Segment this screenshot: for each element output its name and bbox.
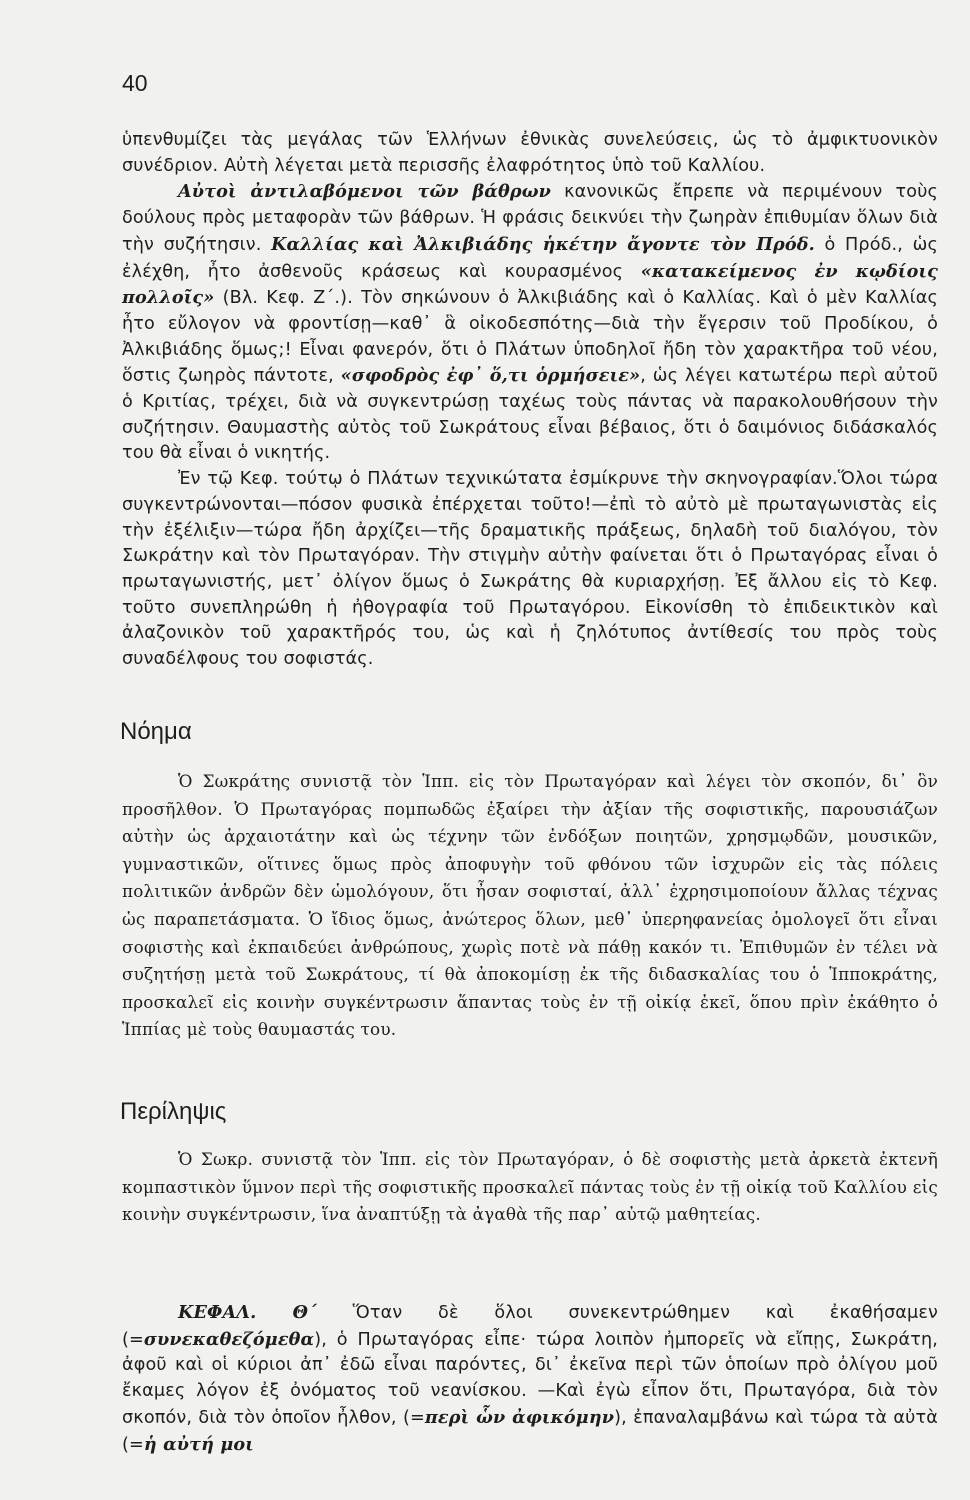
commentary-paragraph-1: ὑπενθυμίζει τὰς μεγάλας τῶν Ἑλλήνων ἐθνικὰς συνελεύσεις, ὡς τὸ ἀμφικτυονικὸν συνέδριον. Αὐτὴ λέγεται μετὰ περισσῆς ἐλαφρότητος ὑπὸ τοῦ Καλλίου. xyxy=(122,130,938,176)
quote-5: συνεκαθεζόμεθα xyxy=(143,1328,315,1350)
quote-7: ἡ αὐτή μοι xyxy=(143,1433,254,1455)
quote-3: «κατακείμενος ἐν κῳδίοις πολλοῖς» xyxy=(122,260,938,309)
quote-1: Αὐτοὶ ἀντιλαβόμενοι τῶν βάθρων xyxy=(178,181,551,203)
commentary-paragraph-2: Αὐτοὶ ἀντιλαβόμενοι τῶν βάθρων κανονικῶς ἔπρεπε νὰ περιμένουν τοὺς δούλους πρὸς μεταφορὰν τῶν βάθρων. Ἡ φράσις δεικνύει τὴν ζωηρὰν ἐπιθυμίαν ὅλων διὰ τὴν συζήτησιν. Καλλίας καὶ Ἀλκιβιάδης ἡκέτην ἄγοντε τὸν Πρόδ. ὁ Πρόδ., ὡς ἐλέχθη, ἦτο ἀσθενοῦς κράσεως καὶ κουρασμένος «κατακείμενος ἐν κῳδίοις πολλοῖς» (Βλ. Κεφ. Ζ΄.). Τὸν σηκώνουν ὁ Ἀλκιβιάδης καὶ ὁ Καλλίας. Καὶ ὁ μὲν Καλλίας ἦτο εὔλογον νὰ φροντίσῃ—καθ᾽ ἃ οἰκοδεσπότης—διὰ τὴν ἔγερσιν τοῦ Προδίκου, ὁ Ἀλκιβιάδης ὅμως;! Εἶναι φανερόν, ὅτι ὁ Πλάτων ὑποδηλοῖ ἤδη τὸν χαρακτῆρα τοῦ νέου, ὅστις ζωηρὸς πάντοτε, «σφοδρὸς ἐφ᾽ ὅ,τι ὁρμήσειε», ὡς λέγει κατωτέρω περὶ αὐτοῦ ὁ Κριτίας, τρέχει, διὰ νὰ συγκεντρώσῃ ταχέως τοὺς πάντας νὰ παρακολουθήσουν τὴν συζήτησιν. Θαυμαστὴς αὐτὸς τοῦ Σωκράτους εἶναι βέβαιος, ὅτι ὁ δαιμόνιος διδάσκαλός του θὰ εἶναι ὁ νικητής. xyxy=(122,181,939,464)
perilipsis-text: Ὁ Σωκρ. συνιστᾷ τὸν Ἱππ. εἰς τὸν Πρωταγόραν, ὁ δὲ σοφιστὴς μετὰ ἀρκετὰ ἐκτενῆ κομπαστικὸν ὕμνον περὶ τῆς σοφιστικῆς προσκαλεῖ πάντας τοὺς ἐν τῇ οἰκίᾳ τοῦ Καλλίου εἰς κοινὴν συγκέντρωσιν, ἵνα ἀναπτύξῃ τὰ ἀγαθὰ τῆς παρ᾽ αὐτῷ μαθητείας. xyxy=(122,1149,938,1225)
perilipsis-heading: Περίληψις xyxy=(120,1098,227,1125)
kefalaio-text: ΚΕΦΑΛ. Θ΄ Ὅταν δὲ ὅλοι συνεκεντρώθημεν καὶ ἐκαθήσαμεν (=συνεκαθεζόμεθα), ὁ Πρωταγόρας εἶπε· τώρα λοιπὸν ἠμπορεῖς νὰ εἴπῃς, Σωκράτη, ἀφοῦ καὶ οἱ κύριοι ἀπ᾽ ἐδῶ εἶναι παρόντες, δι᾽ ἐκεῖνα περὶ τῶν ὁποίων πρὸ ὀλίγου μοῦ ἔκαμες λόγον ἐξ ὀνόματος τοῦ νεανίσκου. —Καὶ ἐγὼ εἶπον ὅτι, Πρωταγόρα, διὰ τὸν σκοπόν, διὰ τὸν ὁποῖον ἦλθον, (=περὶ ὧν ἀφικόμην), ἐπαναλαμβάνω καὶ τώρα τὰ αὐτὰ (=ἡ αὐτή μοι xyxy=(122,1302,938,1455)
noima-text: Ὁ Σωκράτης συνιστᾷ τὸν Ἱππ. εἰς τὸν Πρωταγόραν καὶ λέγει τὸν σκοπόν, δι᾽ ὃν προσῆλθον. Ὁ Πρωταγόρας πομπωδῶς ἐξαίρει τὴν ἀξίαν τῆς σοφιστικῆς, παρουσιάζων αὐτὴν ὡς ἀρχαιοτάτην καὶ ὡς τέχνην τῶν ἐνδόξων ποιητῶν, χρησμῳδῶν, μουσικῶν, γυμναστικῶν, οἵτινες ὅμως πρὸς ἀποφυγὴν τοῦ φθόνου τῶν ἰσχυρῶν εἰς τὰς πόλεις πολιτικῶν ἀνδρῶν δὲν ὡμολόγουν, ὅτι ἦσαν σοφισταί, ἀλλ᾽ ἐχρησιμοποίουν ἄλλας τέχνας ὡς παραπετάσματα. Ὁ ἴδιος ὅμως, ἀνώτερος ὅλων, μεθ᾽ ὑπερηφανείας ὁμολογεῖ ὅτι εἶναι σοφιστὴς καὶ ἐκπαιδεύει ἀνθρώπους, χωρὶς ποτὲ νὰ πάθῃ κακόν τι. Ἐπιθυμῶν ἐν τέλει νὰ συζητήσῃ μετὰ τοῦ Σωκράτους, τί θὰ ἀποκομίσῃ ἐκ τῆς διδασκαλίας του ὁ Ἱπποκράτης, προσκαλεῖ εἰς κοινὴν συγκέντρωσιν ἅπαντας τοὺς ἐν τῇ οἰκίᾳ ἐκεῖ, ὅπου πρὶν ἐκάθητο ὁ Ἱππίας μὲ τοὺς θαυμαστάς του. xyxy=(122,771,938,1040)
quote-6: περὶ ὧν ἀφικόμην xyxy=(424,1406,615,1428)
quote-2: Καλλίας καὶ Ἀλκιβιάδης ἡκέτην ἄγοντε τὸν Πρόδ. xyxy=(271,233,815,255)
commentary-text xyxy=(122,128,938,673)
page-number: 40 xyxy=(122,70,148,96)
noima-heading: Νόημα xyxy=(120,718,192,745)
chapter-label: ΚΕΦΑΛ. Θ΄ xyxy=(178,1302,317,1323)
quote-4: «σφοδρὸς ἐφ᾽ ὅ,τι ὁρμήσειε» xyxy=(340,365,641,387)
commentary-paragraph-3: Ἐν τῷ Κεφ. τούτῳ ὁ Πλάτων τεχνικώτατα ἐσμίκρυνε τὴν σκηνογραφίαν.Ὅλοι τώρα συγκεντρώνονται—πόσον φυσικὰ ἐπέρχεται τοῦτο!—ἐπὶ τὸ αὐτὸ μὲ πρωταγωνιστὰς εἰς τὴν ἐξέλιξιν—τώρα ἤδη ἀρχίζει—τῆς δραματικῆς πράξεως, δηλαδὴ τοῦ διαλόγου, τὸν Σωκράτην καὶ τὸν Πρωταγόραν. Τὴν στιγμὴν αὐτὴν φαίνεται ὅτι ὁ Πρωταγόρας εἶναι ὁ πρωταγωνιστής, μετ᾽ ὀλίγον ὅμως ὁ Σωκράτης θὰ κυριαρχήσῃ. Ἐξ ἄλλου εἰς τὸ Κεφ. τοῦτο συνεπληρώθη ἡ ἠθογραφία τοῦ Πρωταγόρου. Εἰκονίσθη τὸ ἐπιδεικτικὸν καὶ ἀλαζονικὸν τοῦ χαρακτῆρός του, ὡς καὶ ἡ ζηλότυπος ἀντίθεσίς του πρὸς τοὺς συναδέλφους του σοφιστάς. xyxy=(122,469,938,670)
